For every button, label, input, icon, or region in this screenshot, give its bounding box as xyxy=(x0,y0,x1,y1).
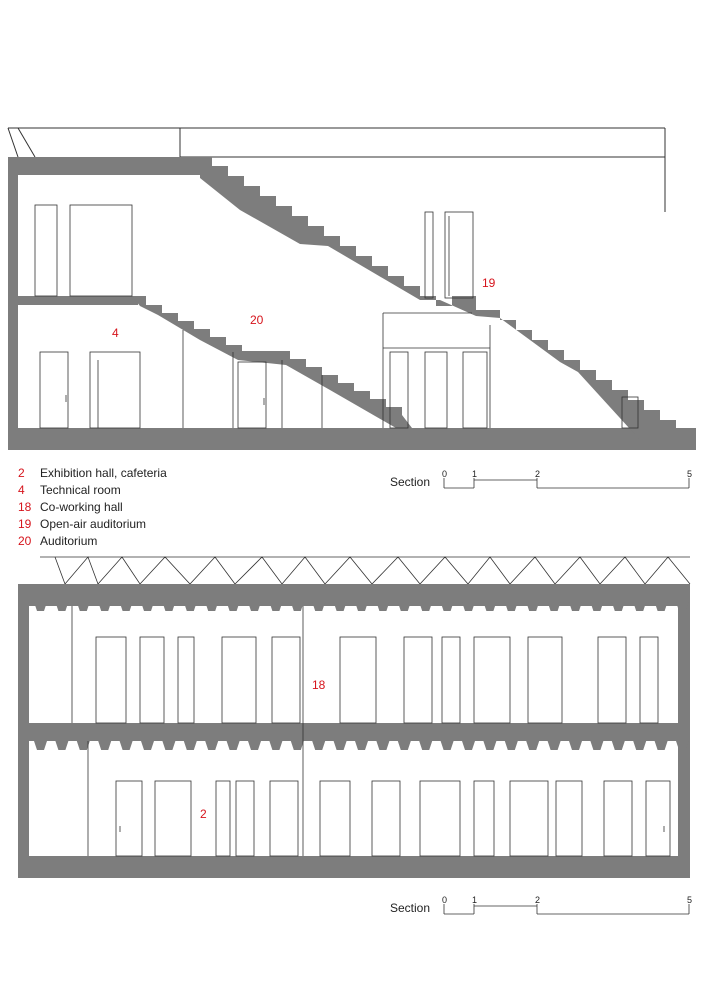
slab-rib xyxy=(655,741,668,750)
legend-label: Co-working hall xyxy=(40,500,123,514)
room-label-4: 4 xyxy=(112,326,119,340)
section-b-ground-slab xyxy=(18,856,690,878)
slab-rib xyxy=(569,602,582,611)
section-b-roof-ribs xyxy=(18,602,690,606)
scale-tick-0: 0 xyxy=(442,895,448,905)
scale-tick-1: 1 xyxy=(472,895,478,905)
slab-rib xyxy=(355,602,368,611)
slab-rib xyxy=(548,602,561,611)
slab-rib xyxy=(162,741,175,750)
section-b-roof-trusses xyxy=(40,557,690,584)
slab-rib xyxy=(441,741,454,750)
slab-rib xyxy=(55,602,68,611)
slab-rib xyxy=(334,602,347,611)
slab-rib xyxy=(184,741,197,750)
scale-tick-1: 1 xyxy=(472,469,478,479)
slab-rib xyxy=(34,741,47,750)
slab-rib xyxy=(633,602,646,611)
slab-rib xyxy=(227,741,240,750)
legend-label: Technical room xyxy=(40,483,121,497)
slab-rib xyxy=(77,602,90,611)
slab-rib xyxy=(655,602,668,611)
slab-rib xyxy=(505,741,518,750)
slab-rib xyxy=(612,602,625,611)
slab-rib xyxy=(590,741,603,750)
slab-rib xyxy=(184,602,197,611)
slab-rib xyxy=(312,602,325,611)
slab-rib xyxy=(162,602,175,611)
slab-rib xyxy=(548,741,561,750)
scale-tick-5: 5 xyxy=(687,469,693,479)
slab-rib xyxy=(612,741,625,750)
slab-rib xyxy=(205,602,218,611)
section-a-upper-stepped-seating xyxy=(200,157,696,440)
slab-rib xyxy=(526,741,539,750)
slab-rib xyxy=(291,602,304,611)
room-label-20: 20 xyxy=(250,313,264,327)
slab-rib xyxy=(590,602,603,611)
legend-label: Exhibition hall, cafeteria xyxy=(40,466,167,480)
section-a-scale-title: Section xyxy=(390,475,431,489)
section-a-mid-slab xyxy=(8,296,138,305)
section-a xyxy=(8,128,696,450)
section-a-upper-slab xyxy=(8,157,206,175)
slab-rib xyxy=(419,602,432,611)
legend-number: 18 xyxy=(18,500,32,514)
legend-number: 19 xyxy=(18,517,32,531)
slab-rib xyxy=(419,741,432,750)
slab-rib xyxy=(441,602,454,611)
slab-rib xyxy=(376,741,389,750)
slab-rib xyxy=(483,602,496,611)
slab-rib xyxy=(291,741,304,750)
slab-rib xyxy=(334,741,347,750)
slab-rib xyxy=(248,741,261,750)
slab-rib xyxy=(205,741,218,750)
section-a-left-wall xyxy=(8,157,18,430)
slab-rib xyxy=(569,741,582,750)
section-b-upper-openings xyxy=(96,637,658,723)
slab-rib xyxy=(462,602,475,611)
scale-tick-2: 2 xyxy=(535,895,541,905)
room-label-19: 19 xyxy=(482,276,496,290)
section-b-ribs-lower xyxy=(34,741,689,750)
section-a-ground-slab xyxy=(8,428,696,450)
slab-rib xyxy=(98,741,111,750)
room-label-2: 2 xyxy=(200,807,207,821)
legend-number: 4 xyxy=(18,483,25,497)
slab-rib xyxy=(483,741,496,750)
section-b-scale-bar xyxy=(390,895,692,915)
legend-number: 2 xyxy=(18,466,25,480)
slab-rib xyxy=(505,602,518,611)
legend-number: 20 xyxy=(18,534,32,548)
slab-rib xyxy=(227,602,240,611)
scale-tick-5: 5 xyxy=(687,895,693,905)
section-b-right-wall xyxy=(678,584,690,878)
slab-rib xyxy=(462,741,475,750)
section-a-scale-bar xyxy=(390,469,692,489)
section-b xyxy=(18,557,690,878)
slab-rib xyxy=(141,602,154,611)
slab-rib xyxy=(526,602,539,611)
legend-label: Open-air auditorium xyxy=(40,517,147,531)
legend-label: Auditorium xyxy=(40,534,98,548)
slab-rib xyxy=(120,602,133,611)
slab-rib xyxy=(355,741,368,750)
section-b-scale-title: Section xyxy=(390,901,431,915)
slab-rib xyxy=(248,602,261,611)
room-label-18: 18 xyxy=(312,678,326,692)
slab-rib xyxy=(398,602,411,611)
slab-rib xyxy=(269,741,282,750)
slab-rib xyxy=(34,602,47,611)
slab-rib xyxy=(141,741,154,750)
slab-rib xyxy=(120,741,133,750)
slab-rib xyxy=(398,741,411,750)
scale-tick-2: 2 xyxy=(535,469,541,479)
section-b-roof-slab xyxy=(18,584,690,602)
slab-rib xyxy=(269,602,282,611)
slab-rib xyxy=(98,602,111,611)
slab-rib xyxy=(312,741,325,750)
section-a-partitions xyxy=(183,313,490,428)
scale-tick-0: 0 xyxy=(442,469,448,479)
section-a-lower-stepped-seating xyxy=(132,296,412,428)
slab-rib xyxy=(376,602,389,611)
slab-rib xyxy=(633,741,646,750)
section-b-mid-slab xyxy=(18,723,690,741)
section-b-left-wall xyxy=(18,584,29,878)
slab-rib xyxy=(55,741,68,750)
